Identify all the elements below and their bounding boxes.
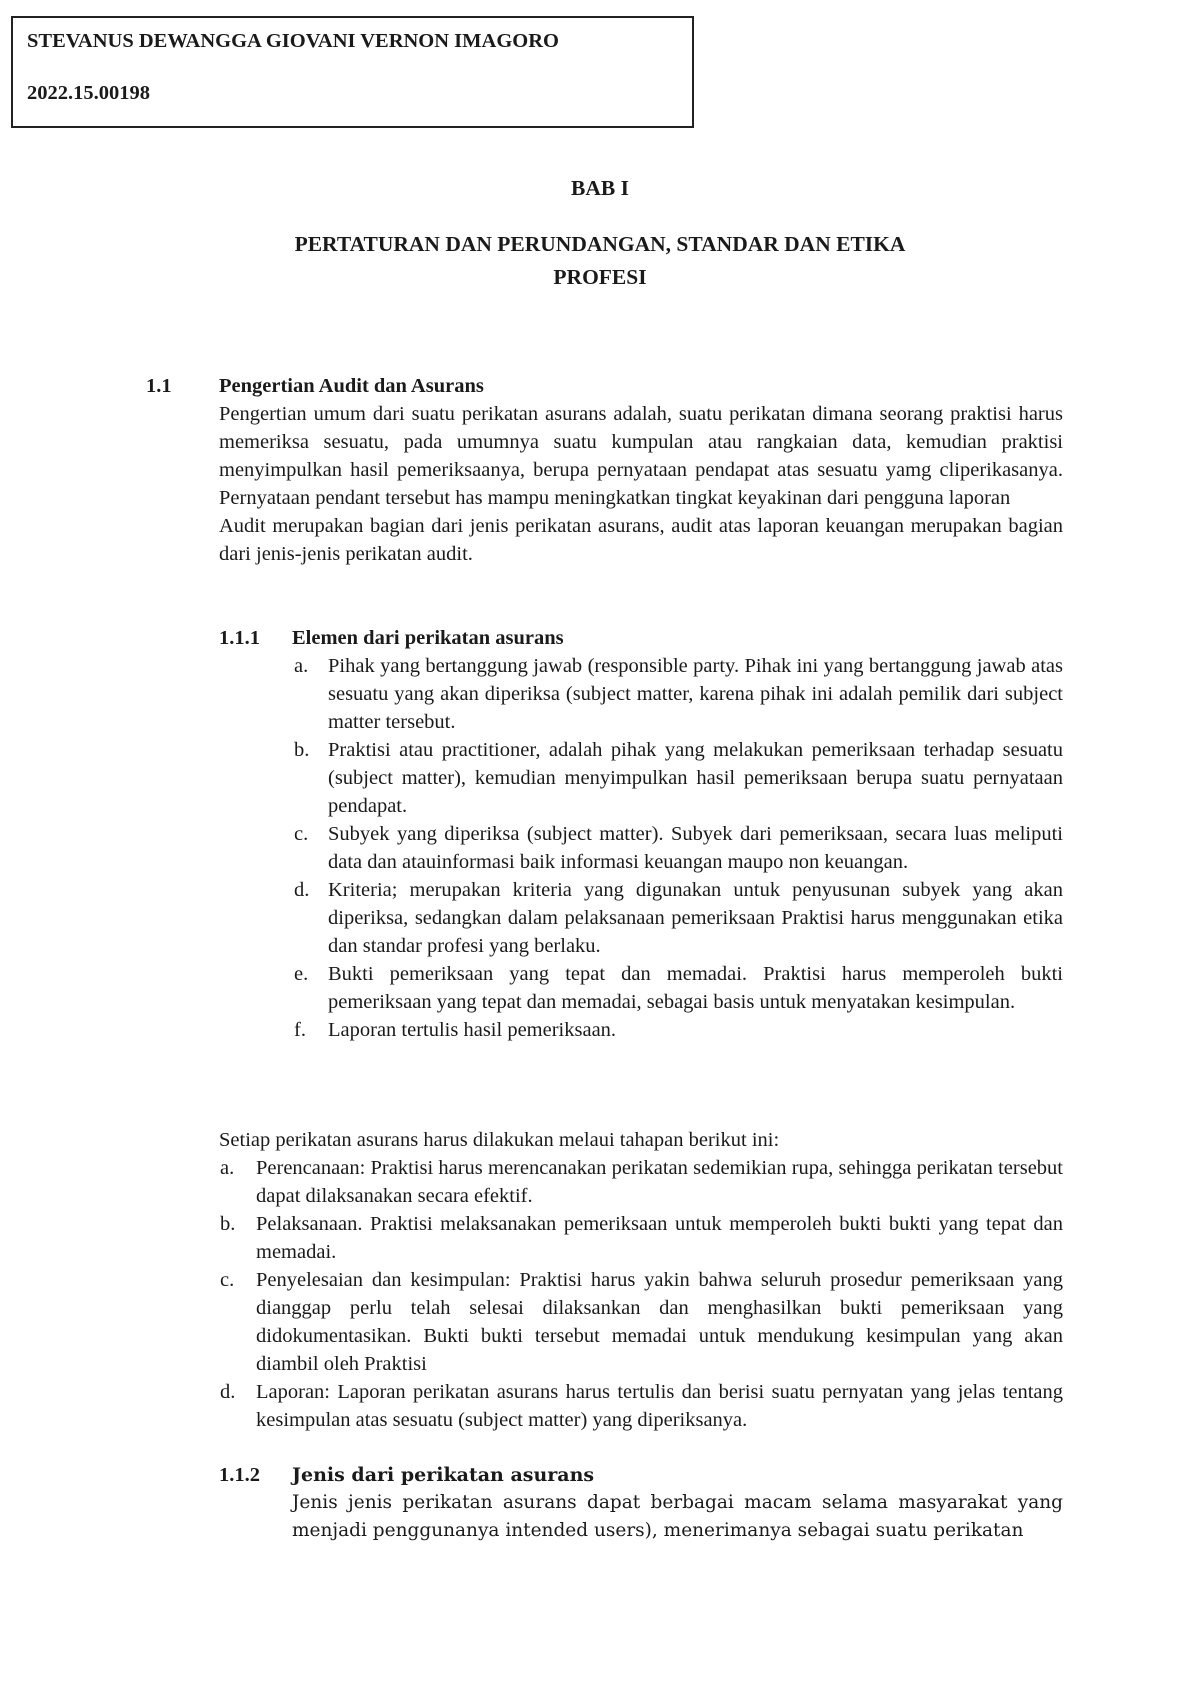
list-item-text: Pelaksanaan. Praktisi melaksanakan pemeriksaan untuk memperoleh bukti bukti yang tepat dan memadai. (256, 1213, 1063, 1263)
chapter-title-line1: PERTATURAN DAN PERUNDANGAN, STANDAR DAN ETIKA (294, 232, 906, 256)
list-marker: d. (220, 1381, 236, 1403)
student-id: 2022.15.00198 (27, 82, 150, 104)
stages-intro: Setiap perikatan asurans harus dilakukan melaui tahapan berikut ini: (219, 1129, 780, 1151)
author-box (11, 16, 694, 128)
section-1-1-2-body (292, 1489, 1063, 1545)
list-item-text: Perencanaan: Praktisi harus merencanakan perikatan sedemikian rupa, sehingga perikatan tersebut dapat dilaksanakan secara efektif. (256, 1157, 1063, 1207)
author-name: STEVANUS DEWANGGA GIOVANI VERNON IMAGORO (27, 30, 559, 52)
section-1-1-number: 1.1 (146, 375, 172, 397)
list-item (294, 736, 1063, 820)
section-1-1-paragraph-1: Pengertian umum dari suatu perikatan asurans adalah, suatu perikatan dimana seorang praktisi harus memeriksa sesuatu, pada umumnya suatu kumpulan atau rangkaian data, kemudian praktisi menyimpulkan hasil pemeriksaanya, berupa pernyataan pendapat atas sesuatu yamg cliperikasanya. Pernyataan pendant tersebut has mampu meningkatkan tingkat keyakinan dari pengguna laporan (219, 403, 1063, 509)
section-1-1-body (219, 400, 1063, 568)
section-1-1-1-number: 1.1.1 (219, 627, 260, 649)
section-1-1-2-paragraph: Jenis jenis perikatan asurans dapat berbagai macam selama masyarakat yang menjadi penggunanya intended users), menerimanya sebagai suatu perikatan (292, 1492, 1063, 1541)
list-marker: b. (220, 1213, 236, 1235)
section-1-1-paragraph-2: Audit merupakan bagian dari jenis perikatan asurans, audit atas laporan keuangan merupakan bagian dari jenis-jenis perikatan audit. (219, 515, 1063, 565)
list-item-text: Laporan tertulis hasil pemeriksaan. (328, 1019, 617, 1041)
list-item-text: Kriteria; merupakan kriteria yang digunakan untuk penyusunan subyek yang akan diperiksa, sedangkan dalam pelaksanaan pemeriksaan Praktisi harus menggunakan etika dan standar profesi yang berlaku. (328, 879, 1063, 957)
list-marker: d. (294, 879, 310, 901)
list-item (294, 876, 1063, 960)
list-item (294, 652, 1063, 736)
list-item (220, 1378, 1063, 1434)
stages-list (220, 1154, 1063, 1434)
list-item-text: Laporan: Laporan perikatan asurans harus tertulis dan berisi suatu pernyatan yang jelas tentang kesimpulan atas sesuatu (subject matter) yang diperiksanya. (256, 1381, 1063, 1431)
list-marker: c. (220, 1269, 235, 1291)
section-1-1-title: Pengertian Audit dan Asurans (219, 375, 484, 397)
list-item-text: Subyek yang diperiksa (subject matter). Subyek dari pemeriksaan, secara luas meliputi data dan atauinformasi baik informasi keuangan maupo non keuangan. (328, 823, 1063, 873)
list-item-text: Pihak yang bertanggung jawab (responsible party. Pihak ini yang bertanggung jawab atas sesuatu yang akan diperiksa (subject matter, karena pihak ini adalah pemilik dari subject matter tersebut. (328, 655, 1063, 733)
section-1-1-1-title: Elemen dari perikatan asurans (292, 627, 564, 649)
chapter-title-line2: PROFESI (553, 265, 647, 289)
chapter-label: BAB I (571, 176, 629, 200)
list-item (294, 960, 1063, 1016)
list-marker: a. (220, 1157, 235, 1179)
list-item (220, 1154, 1063, 1210)
section-1-1-2-title: Jenis dari perikatan asurans (292, 1464, 595, 1486)
list-item (294, 820, 1063, 876)
list-marker: b. (294, 739, 310, 761)
list-item (294, 1016, 1063, 1044)
chapter-title (0, 228, 1200, 294)
list-marker: f. (294, 1019, 306, 1041)
section-1-1-2-number: 1.1.2 (219, 1464, 260, 1486)
list-item-text: Bukti pemeriksaan yang tepat dan memadai. Praktisi harus memperoleh bukti pemeriksaan yang tepat dan memadai, sebagai basis untuk menyatakan kesimpulan. (328, 963, 1063, 1013)
list-marker: e. (294, 963, 309, 985)
element-list (294, 652, 1063, 1044)
list-marker: a. (294, 655, 309, 677)
list-item-text: Praktisi atau practitioner, adalah pihak yang melakukan pemeriksaan terhadap sesuatu (subject matter), kemudian menyimpulkan hasil pemeriksaan berupa suatu pernyataan pendapat. (328, 739, 1063, 817)
list-item (220, 1210, 1063, 1266)
list-item (220, 1266, 1063, 1378)
list-marker: c. (294, 823, 309, 845)
list-item-text: Penyelesaian dan kesimpulan: Praktisi harus yakin bahwa seluruh prosedur pemeriksaan yang dianggap perlu telah selesai dilaksankan dan menghasilkan bukti pemeriksaan yang didokumentasikan. Bukti bukti tersebut memadai untuk mendukung kesimpulan yang akan diambil oleh Praktisi (256, 1269, 1063, 1375)
